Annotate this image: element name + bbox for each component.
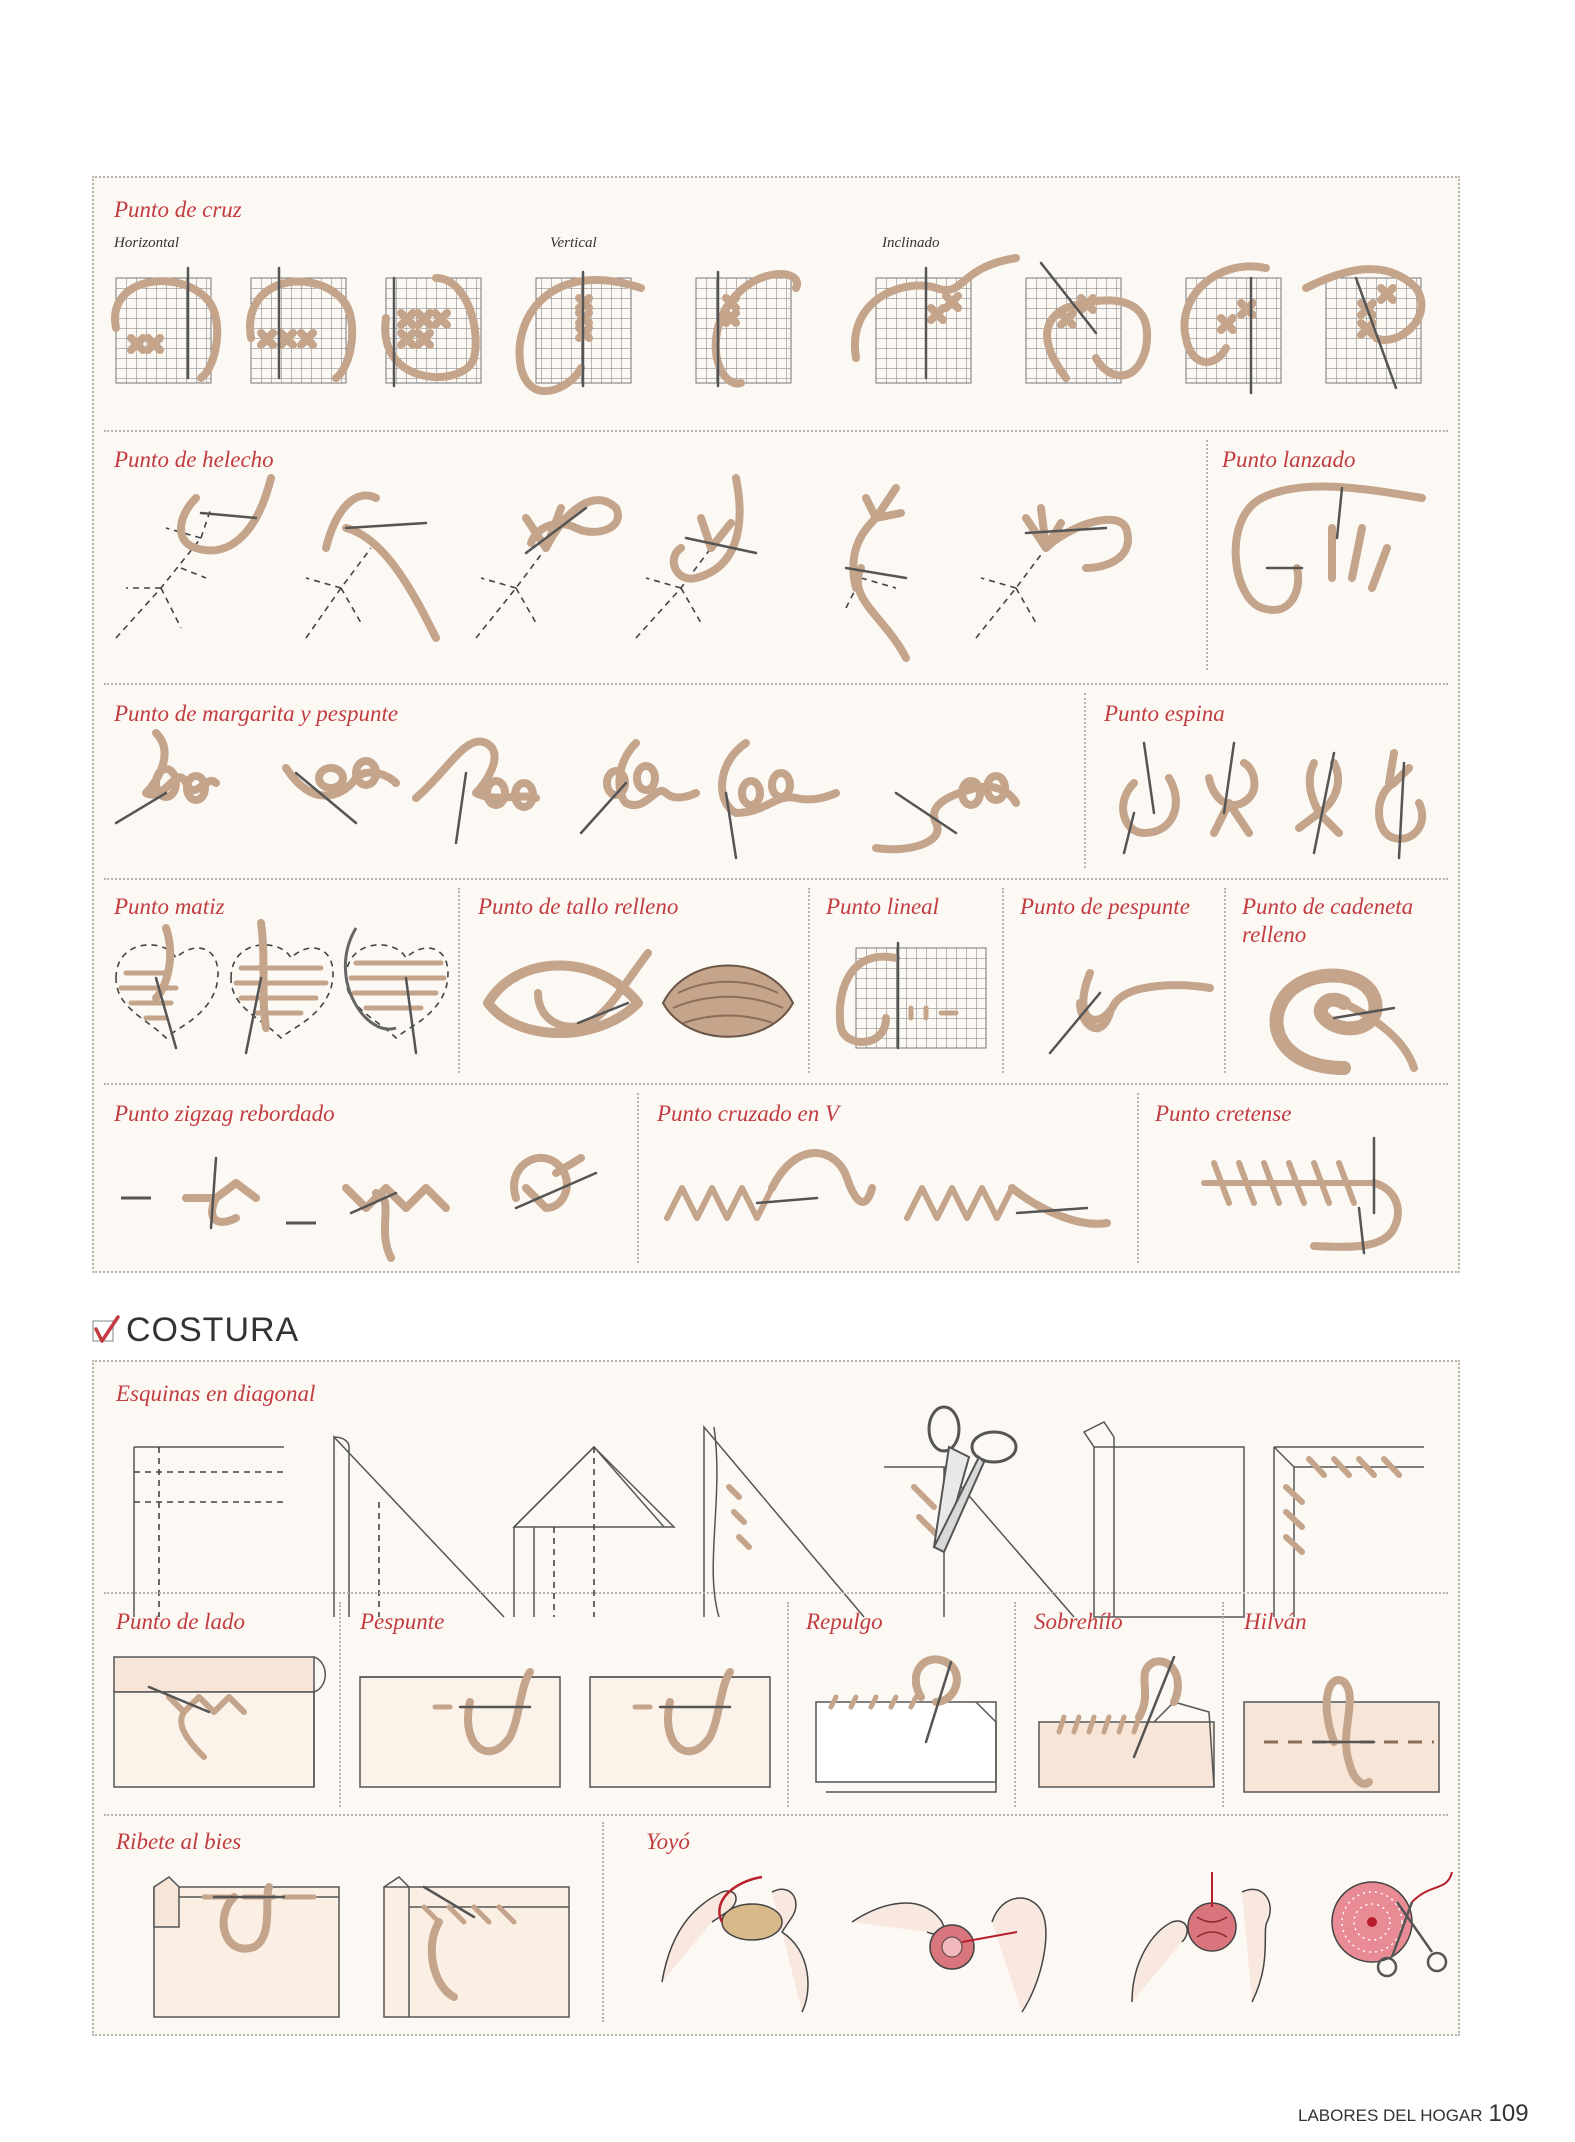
yoyo-finished: [1332, 1872, 1452, 1976]
checkmark-icon: [92, 1315, 120, 1345]
section-title-linear-stitch: Punto lineal: [826, 894, 940, 919]
divider: [808, 888, 810, 1073]
divider: [104, 878, 1448, 880]
subtitle-horizontal: Horizontal: [114, 235, 180, 251]
section-title-side-stitch: Punto de lado: [116, 1609, 246, 1634]
section-title-chain-fill-line1: Punto de cadeneta: [1242, 894, 1414, 919]
yoyo-step-2: [852, 1898, 1046, 2012]
divider: [104, 1083, 1448, 1085]
divider: [1224, 888, 1226, 1073]
shade-stitch-illustrations: [106, 918, 456, 1068]
section-title-cretan-stitch: Punto cretense: [1155, 1101, 1292, 1126]
bias-binding-illustrations: [134, 1867, 594, 2027]
divider: [602, 1822, 604, 2022]
cross-stitch-illustrations: [106, 258, 1446, 408]
divider: [1222, 1602, 1224, 1807]
section-title-backstitch: Punto de pespunte: [1020, 894, 1190, 919]
sewing-panel: [92, 1360, 1460, 2036]
straight-stitch-illustration: [1222, 478, 1442, 658]
daisy-stitch-illustrations: [106, 723, 1076, 873]
zigzag-stitch-illustrations: [106, 1128, 631, 1258]
hem-stitch-illustration: [806, 1642, 1006, 1802]
sewing-section-header: [92, 1310, 299, 1350]
divider: [104, 1592, 1448, 1594]
section-title-shade-stitch: Punto matiz: [114, 894, 225, 919]
divider: [104, 683, 1448, 685]
divider: [787, 1602, 789, 1807]
magazine-name: LABORES DEL HOGAR: [1298, 2106, 1483, 2125]
backstitch-sewing-illustrations: [360, 1647, 780, 1797]
side-stitch-illustration: [114, 1647, 334, 1797]
section-title-fern-stitch: Punto de helecho: [114, 447, 274, 472]
section-title-mitered-corners: Esquinas en diagonal: [116, 1381, 316, 1406]
divider: [1014, 1602, 1016, 1807]
yoyo-illustrations: [642, 1862, 1452, 2027]
stem-fill-illustrations: [478, 933, 798, 1063]
section-title-v-cross-stitch: Punto cruzado en V: [657, 1101, 840, 1126]
divider: [637, 1093, 639, 1263]
section-title-straight-stitch: Punto lanzado: [1222, 447, 1356, 472]
divider: [1084, 693, 1086, 868]
backstitch-illustration: [1020, 943, 1220, 1063]
mitered-corners-illustrations: [114, 1417, 1444, 1637]
linear-stitch-illustration: [826, 938, 996, 1063]
divider: [1002, 888, 1004, 1073]
divider: [104, 1814, 1448, 1816]
section-title-thorn-stitch: Punto espina: [1104, 701, 1225, 726]
section-title-yoyo: Yoyó: [646, 1829, 690, 1854]
thorn-stitch-illustrations: [1104, 723, 1444, 863]
v-cross-stitch-illustrations: [657, 1128, 1132, 1258]
overcast-stitch-illustration: [1034, 1642, 1219, 1802]
section-title-hem-stitch: Repulgo: [806, 1609, 883, 1634]
tack-stitch-illustration: [1244, 1642, 1444, 1802]
section-title-backstitch-sewing: Pespunte: [360, 1609, 445, 1634]
section-title-overcast-stitch: Sobrehílo: [1034, 1609, 1123, 1634]
section-title-daisy-stitch: Punto de margarita y pespunte: [114, 701, 399, 726]
section-title-cross-stitch: Punto de cruz: [114, 197, 242, 222]
divider: [1137, 1093, 1139, 1263]
page-footer: [1298, 2100, 1529, 2128]
section-title-zigzag-stitch: Punto zigzag rebordado: [114, 1101, 335, 1126]
page-number: 109: [1488, 2100, 1529, 2127]
yoyo-step-1: [662, 1877, 808, 2012]
divider: [339, 1602, 341, 1807]
section-title-bias-binding: Ribete al bies: [116, 1829, 242, 1854]
fern-stitch-illustrations: [106, 468, 1196, 668]
yoyo-step-3: [1132, 1872, 1270, 2002]
section-title-chain-fill-line2: relleno: [1242, 922, 1307, 947]
section-title-stem-fill-stitch: Punto de tallo relleno: [478, 894, 679, 919]
section-title-tack-stitch: Hilván: [1244, 1609, 1307, 1634]
divider: [1206, 440, 1208, 670]
subtitle-vertical: Vertical: [550, 235, 597, 251]
sewing-section-title: COSTURA: [126, 1310, 300, 1349]
subtitle-inclined: Inclinado: [882, 235, 940, 251]
divider: [104, 430, 1448, 432]
cretan-stitch-illustration: [1194, 1118, 1444, 1258]
embroidery-panel: [92, 176, 1460, 1273]
chain-fill-illustration: [1244, 948, 1444, 1073]
divider: [458, 888, 460, 1073]
